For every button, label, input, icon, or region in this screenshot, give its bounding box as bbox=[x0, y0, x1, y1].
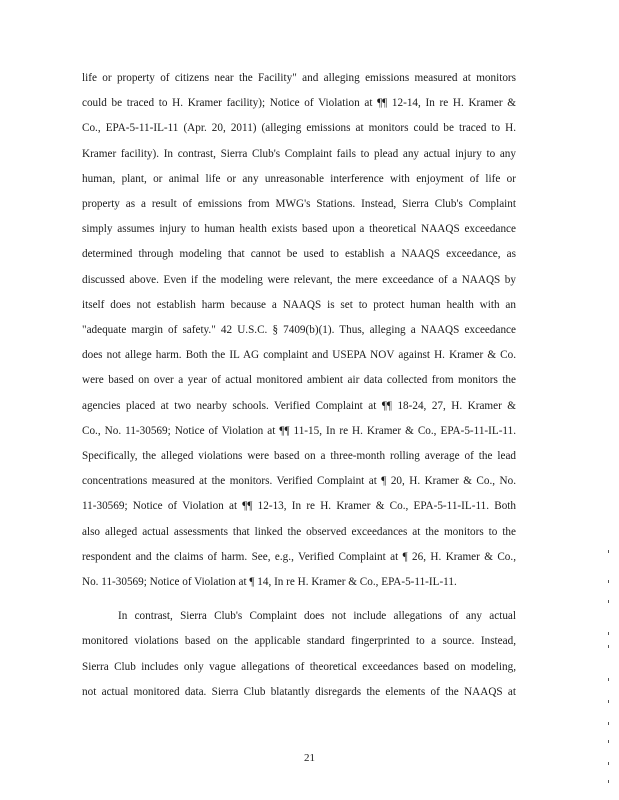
page-number: 21 bbox=[304, 752, 315, 764]
text-line: respondent and the claims of harm. See, e.g., Verified Complaint at ¶ 26, H. Kramer & Co., bbox=[82, 550, 516, 563]
body-text bbox=[82, 66, 516, 705]
paragraph-continued bbox=[82, 66, 516, 595]
text-line: Co., No. 11-30569; Notice of Violation at ¶¶ 11-15, In re H. Kramer & Co., EPA-5-11-IL-11. bbox=[82, 424, 516, 437]
text-line: "adequate margin of safety." 42 U.S.C. § 7409(b)(1). Thus, alleging a NAAQS exceedance bbox=[82, 324, 516, 337]
text-line: In contrast, Sierra Club's Complaint does not include allegations of any actual bbox=[118, 610, 516, 623]
text-line: simply assumes injury to human health exists based upon a theoretical NAAQS exceedance bbox=[82, 223, 516, 236]
text-line: not actual monitored data. Sierra Club blatantly disregards the elements of the NAAQS at bbox=[82, 685, 516, 698]
text-line: Kramer facility). In contrast, Sierra Club's Complaint fails to plead any actual injury to any bbox=[82, 147, 516, 160]
text-line: agencies placed at two nearby schools. Verified Complaint at ¶¶ 18-24, 27, H. Kramer & bbox=[82, 399, 516, 412]
text-line: human, plant, or animal life or any unreasonable interference with enjoyment of life or bbox=[82, 172, 516, 185]
text-line: property as a result of emissions from MWG's Stations. Instead, Sierra Club's Complaint bbox=[82, 198, 516, 211]
text-line: monitored violations based on the applicable standard fingerprinted to a source. Instead, bbox=[82, 635, 516, 648]
text-line: 11-30569; Notice of Violation at ¶¶ 12-13, In re H. Kramer & Co., EPA-5-11-IL-11. Both bbox=[82, 500, 516, 513]
text-line: were based on over a year of actual monitored ambient air data collected from monitors the bbox=[82, 374, 516, 387]
text-line: Specifically, the alleged violations were based on a three-month rolling average of the lead bbox=[82, 450, 516, 463]
text-line: could be traced to H. Kramer facility); Notice of Violation at ¶¶ 12-14, In re H. Kramer & bbox=[82, 97, 516, 110]
text-line: No. 11-30569; Notice of Violation at ¶ 14, In re H. Kramer & Co., EPA-5-11-IL-11. bbox=[82, 576, 457, 589]
text-line: does not allege harm. Both the IL AG complaint and USEPA NOV against H. Kramer & Co. bbox=[82, 349, 516, 362]
text-line: concentrations measured at the monitors. Verified Complaint at ¶ 20, H. Kramer & Co., No. bbox=[82, 475, 516, 488]
text-line: itself does not establish harm because a NAAQS is set to protect human health with an bbox=[82, 298, 516, 311]
scan-artifact-marks bbox=[606, 550, 612, 790]
text-line: also alleged actual assessments that linked the observed exceedances at the monitors to the bbox=[82, 525, 516, 538]
text-line: determined through modeling that cannot be used to establish a NAAQS exceedance, as bbox=[82, 248, 516, 261]
text-line: discussed above. Even if the modeling were relevant, the mere exceedance of a NAAQS by bbox=[82, 273, 516, 286]
text-line: life or property of citizens near the Facility" and alleging emissions measured at monitors bbox=[82, 72, 516, 84]
text-line: Co., EPA-5-11-IL-11 (Apr. 20, 2011) (alleging emissions at monitors could be traced to H. bbox=[82, 122, 516, 135]
text-line: Sierra Club includes only vague allegations of theoretical exceedances based on modeling, bbox=[82, 660, 516, 673]
paragraph-gap bbox=[82, 595, 516, 604]
paragraph-in-contrast bbox=[82, 604, 516, 705]
